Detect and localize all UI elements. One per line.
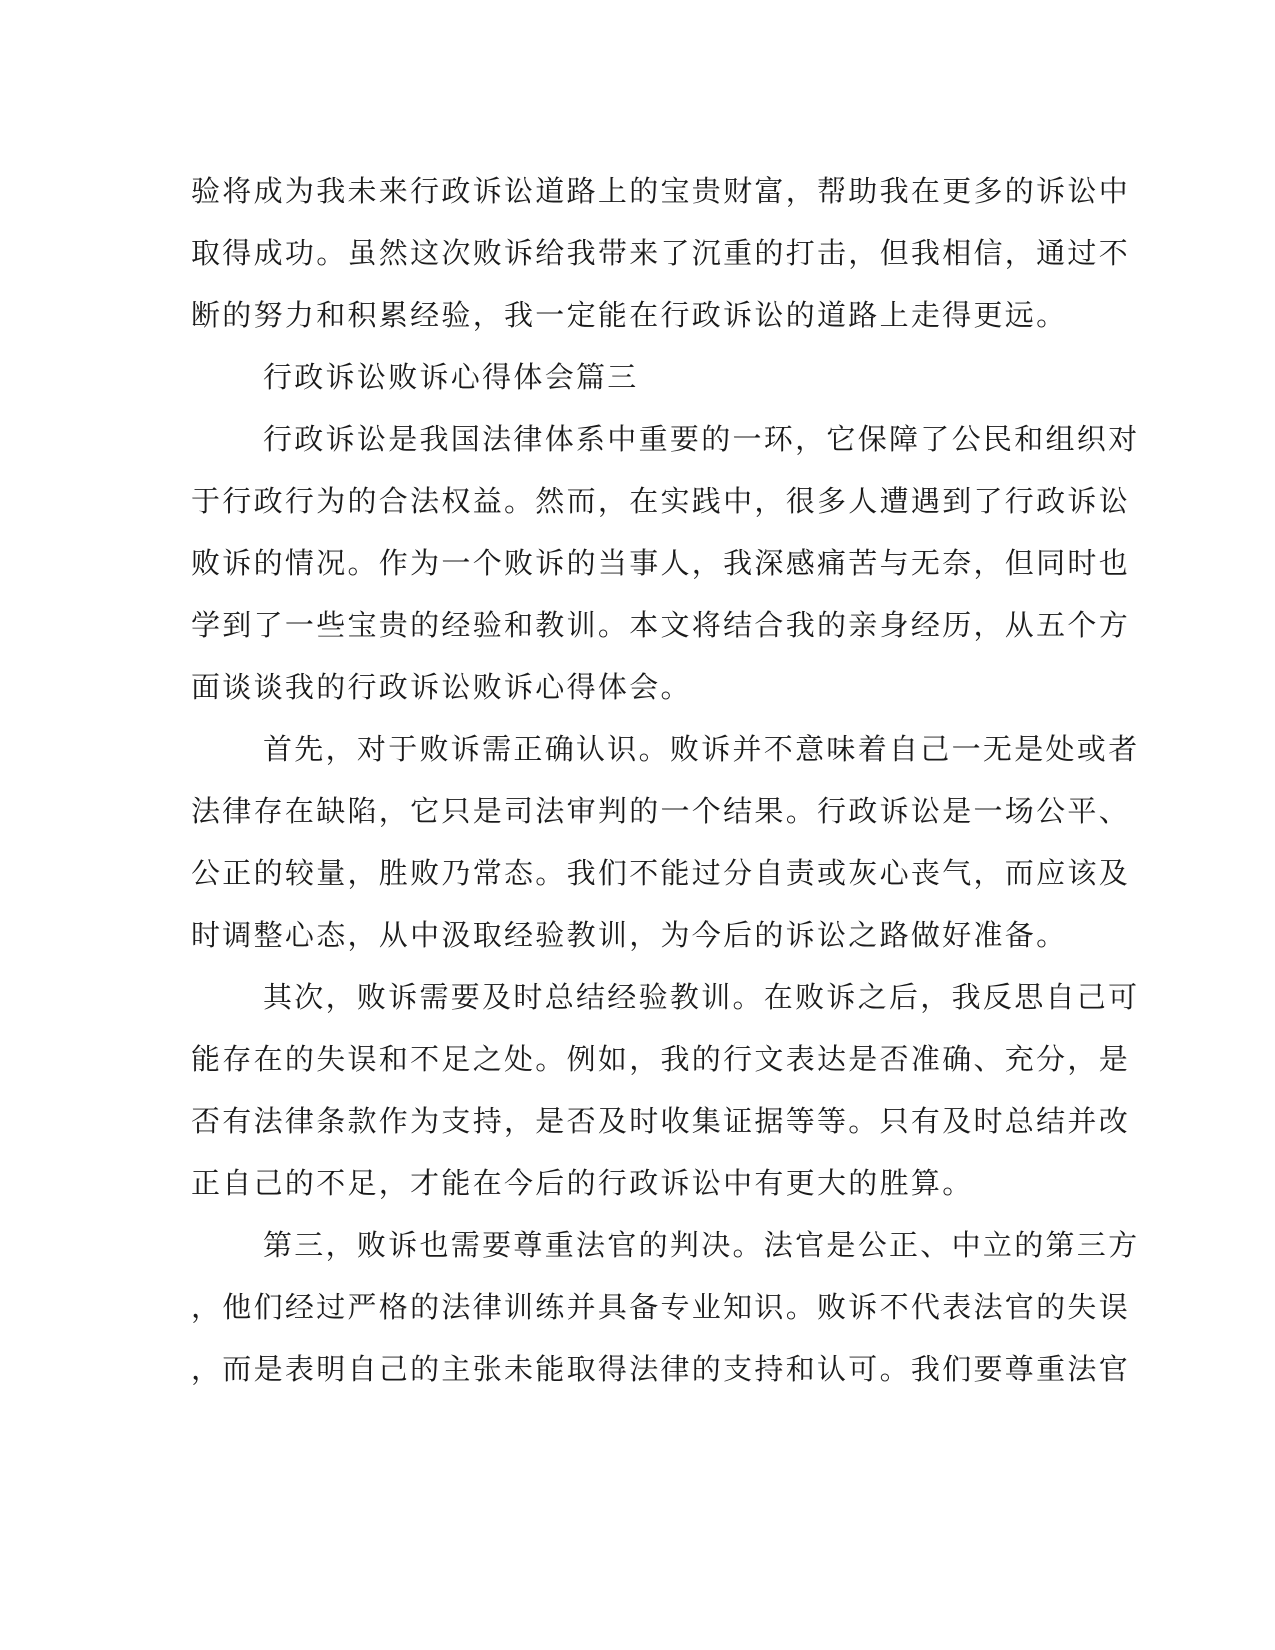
body-line: ，他们经过严格的法律训练并具备专业知识。败诉不代表法官的失误 (191, 1290, 1131, 1324)
body-line: 败诉的情况。作为一个败诉的当事人，我深感痛苦与无奈，但同时也 (191, 546, 1131, 580)
body-line: 能存在的失误和不足之处。例如，我的行文表达是否准确、充分，是 (191, 1042, 1131, 1076)
body-line: 面谈谈我的行政诉讼败诉心得体会。 (191, 670, 692, 704)
paragraph-start: 第三，败诉也需要尊重法官的判决。法官是公正、中立的第三方 (263, 1228, 1140, 1262)
paragraph-start: 其次，败诉需要及时总结经验教训。在败诉之后，我反思自己可 (263, 980, 1140, 1014)
body-line: 法律存在缺陷，它只是司法审判的一个结果。行政诉讼是一场公平、 (191, 794, 1131, 828)
body-line: 正自己的不足，才能在今后的行政诉讼中有更大的胜算。 (191, 1166, 974, 1200)
document-body (191, 160, 1140, 1400)
body-line: 时调整心态，从中汲取经验教训，为今后的诉讼之路做好准备。 (191, 918, 1068, 952)
body-line: 断的努力和积累经验，我一定能在行政诉讼的道路上走得更远。 (191, 298, 1068, 332)
body-line: 否有法律条款作为支持，是否及时收集证据等等。只有及时总结并改 (191, 1104, 1131, 1138)
body-line: 验将成为我未来行政诉讼道路上的宝贵财富，帮助我在更多的诉讼中 (191, 174, 1131, 208)
paragraph-start: 行政诉讼是我国法律体系中重要的一环，它保障了公民和组织对 (263, 422, 1140, 456)
body-line: 学到了一些宝贵的经验和教训。本文将结合我的亲身经历，从五个方 (191, 608, 1131, 642)
body-line: ，而是表明自己的主张未能取得法律的支持和认可。我们要尊重法官 (191, 1352, 1131, 1386)
body-line: 于行政行为的合法权益。然而，在实践中，很多人遭遇到了行政诉讼 (191, 484, 1131, 518)
body-line: 取得成功。虽然这次败诉给我带来了沉重的打击，但我相信，通过不 (191, 236, 1131, 270)
paragraph-start: 首先，对于败诉需正确认识。败诉并不意味着自己一无是处或者 (263, 732, 1140, 766)
section-heading: 行政诉讼败诉心得体会篇三 (263, 360, 639, 394)
body-line: 公正的较量，胜败乃常态。我们不能过分自责或灰心丧气，而应该及 (191, 856, 1131, 890)
